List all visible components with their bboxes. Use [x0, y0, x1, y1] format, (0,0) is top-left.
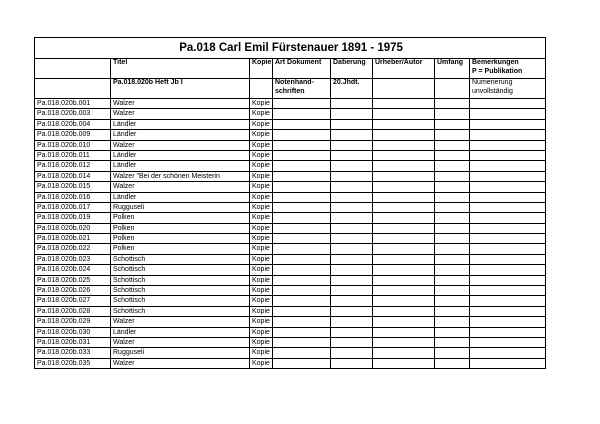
cell-urheber	[373, 234, 435, 244]
table-row	[35, 327, 546, 337]
table-row	[35, 254, 546, 264]
cell-art-dokument	[273, 265, 331, 275]
cell-signatur: Pa.018.020b.016	[35, 192, 111, 202]
cell-signatur: Pa.018.020b.012	[35, 161, 111, 171]
cell-umfang	[435, 202, 470, 212]
cell-art-dokument	[273, 171, 331, 181]
cell-titel: Walzer	[111, 317, 250, 327]
cell-titel: Ländler	[111, 192, 250, 202]
cell-datierung	[331, 327, 373, 337]
group-umfang	[435, 79, 470, 99]
cell-kopie: Kopie	[250, 223, 273, 233]
cell-datierung	[331, 286, 373, 296]
cell-art-dokument	[273, 348, 331, 358]
group-kopie	[250, 79, 273, 99]
group-datierung: 20.Jhdt.	[331, 79, 373, 99]
group-bemerkungen	[470, 79, 546, 99]
table-row	[35, 150, 546, 160]
cell-art-dokument	[273, 296, 331, 306]
cell-bemerkungen	[470, 275, 546, 285]
table-row	[35, 99, 546, 109]
cell-kopie: Kopie	[250, 254, 273, 264]
cell-umfang	[435, 244, 470, 254]
cell-titel: Rugguseli	[111, 202, 250, 212]
cell-datierung	[331, 348, 373, 358]
cell-kopie: Kopie	[250, 306, 273, 316]
cell-umfang	[435, 109, 470, 119]
table-row	[35, 358, 546, 368]
cell-umfang	[435, 192, 470, 202]
cell-art-dokument	[273, 254, 331, 264]
cell-umfang	[435, 348, 470, 358]
cell-bemerkungen	[470, 234, 546, 244]
cell-signatur: Pa.018.020b.015	[35, 182, 111, 192]
inventory-table	[34, 37, 546, 369]
cell-kopie: Kopie	[250, 358, 273, 368]
cell-umfang	[435, 265, 470, 275]
cell-urheber	[373, 244, 435, 254]
cell-urheber	[373, 348, 435, 358]
cell-bemerkungen	[470, 348, 546, 358]
cell-kopie: Kopie	[250, 109, 273, 119]
header-bemerkungen-line1: Bemerkungen	[472, 59, 519, 66]
cell-titel: Ländler	[111, 150, 250, 160]
cell-kopie: Kopie	[250, 192, 273, 202]
table-row	[35, 213, 546, 223]
cell-umfang	[435, 254, 470, 264]
cell-kopie: Kopie	[250, 296, 273, 306]
cell-urheber	[373, 202, 435, 212]
cell-kopie: Kopie	[250, 244, 273, 254]
table-row	[35, 348, 546, 358]
cell-bemerkungen	[470, 327, 546, 337]
cell-art-dokument	[273, 358, 331, 368]
cell-signatur: Pa.018.020b.001	[35, 99, 111, 109]
table-row	[35, 161, 546, 171]
cell-kopie: Kopie	[250, 130, 273, 140]
cell-signatur: Pa.018.020b.029	[35, 317, 111, 327]
cell-kopie: Kopie	[250, 150, 273, 160]
cell-umfang	[435, 234, 470, 244]
cell-titel: Ländler	[111, 119, 250, 129]
cell-signatur: Pa.018.020b.033	[35, 348, 111, 358]
header-row	[35, 59, 546, 79]
table-row	[35, 109, 546, 119]
cell-kopie: Kopie	[250, 161, 273, 171]
cell-signatur: Pa.018.020b.023	[35, 254, 111, 264]
cell-datierung	[331, 119, 373, 129]
cell-art-dokument	[273, 317, 331, 327]
cell-datierung	[331, 161, 373, 171]
cell-datierung	[331, 296, 373, 306]
cell-signatur: Pa.018.020b.027	[35, 296, 111, 306]
cell-art-dokument	[273, 150, 331, 160]
cell-umfang	[435, 296, 470, 306]
header-art-dokument: Art Dokument	[273, 59, 331, 79]
cell-art-dokument	[273, 119, 331, 129]
cell-datierung	[331, 244, 373, 254]
cell-umfang	[435, 130, 470, 140]
cell-bemerkungen	[470, 223, 546, 233]
cell-umfang	[435, 99, 470, 109]
table-row	[35, 265, 546, 275]
cell-art-dokument	[273, 327, 331, 337]
cell-urheber	[373, 213, 435, 223]
cell-signatur: Pa.018.020b.017	[35, 202, 111, 212]
cell-datierung	[331, 358, 373, 368]
cell-signatur: Pa.018.020b.031	[35, 337, 111, 347]
header-urheber: Urheber/Autor	[373, 59, 435, 79]
table-row	[35, 182, 546, 192]
table-row	[35, 202, 546, 212]
cell-titel: Rugguseli	[111, 348, 250, 358]
cell-datierung	[331, 213, 373, 223]
cell-kopie: Kopie	[250, 327, 273, 337]
cell-bemerkungen	[470, 109, 546, 119]
cell-datierung	[331, 275, 373, 285]
cell-titel: Walzer	[111, 99, 250, 109]
group-bemerkungen-line2: unvollständig	[472, 87, 513, 95]
cell-bemerkungen	[470, 296, 546, 306]
cell-bemerkungen	[470, 254, 546, 264]
table-row	[35, 286, 546, 296]
cell-bemerkungen	[470, 171, 546, 181]
cell-kopie: Kopie	[250, 119, 273, 129]
cell-art-dokument	[273, 202, 331, 212]
cell-signatur: Pa.018.020b.022	[35, 244, 111, 254]
cell-titel: Schottisch	[111, 254, 250, 264]
cell-bemerkungen	[470, 337, 546, 347]
header-bemerkungen-line2: P = Publikation	[472, 67, 523, 75]
cell-umfang	[435, 306, 470, 316]
cell-umfang	[435, 213, 470, 223]
cell-urheber	[373, 254, 435, 264]
cell-signatur: Pa.018.020b.025	[35, 275, 111, 285]
cell-kopie: Kopie	[250, 348, 273, 358]
cell-kopie: Kopie	[250, 182, 273, 192]
cell-titel: Polken	[111, 244, 250, 254]
cell-signatur: Pa.018.020b.009	[35, 130, 111, 140]
title-row	[35, 38, 546, 59]
cell-titel: Polken	[111, 223, 250, 233]
group-art-line2: schriften	[275, 87, 305, 95]
cell-signatur: Pa.018.020b.020	[35, 223, 111, 233]
cell-bemerkungen	[470, 202, 546, 212]
cell-art-dokument	[273, 99, 331, 109]
cell-titel: Walzer	[111, 140, 250, 150]
cell-umfang	[435, 327, 470, 337]
cell-art-dokument	[273, 140, 331, 150]
cell-umfang	[435, 286, 470, 296]
cell-datierung	[331, 182, 373, 192]
table-row	[35, 296, 546, 306]
cell-kopie: Kopie	[250, 265, 273, 275]
cell-bemerkungen	[470, 140, 546, 150]
table-row	[35, 275, 546, 285]
cell-umfang	[435, 275, 470, 285]
cell-signatur: Pa.018.020b.014	[35, 171, 111, 181]
cell-urheber	[373, 296, 435, 306]
cell-urheber	[373, 150, 435, 160]
cell-datierung	[331, 234, 373, 244]
cell-signatur: Pa.018.020b.030	[35, 327, 111, 337]
cell-datierung	[331, 254, 373, 264]
cell-urheber	[373, 327, 435, 337]
cell-umfang	[435, 161, 470, 171]
group-art-line1: Notenhand-	[275, 79, 314, 86]
header-titel: Titel	[111, 59, 250, 79]
cell-datierung	[331, 130, 373, 140]
cell-signatur: Pa.018.020b.026	[35, 286, 111, 296]
cell-kopie: Kopie	[250, 317, 273, 327]
header-umfang: Umfang	[435, 59, 470, 79]
cell-urheber	[373, 317, 435, 327]
cell-art-dokument	[273, 130, 331, 140]
cell-signatur: Pa.018.020b.003	[35, 109, 111, 119]
cell-urheber	[373, 109, 435, 119]
table-row	[35, 192, 546, 202]
table-row	[35, 234, 546, 244]
table-row	[35, 130, 546, 140]
cell-urheber	[373, 171, 435, 181]
cell-art-dokument	[273, 337, 331, 347]
cell-titel: Walzer	[111, 358, 250, 368]
cell-datierung	[331, 140, 373, 150]
cell-signatur: Pa.018.020b.024	[35, 265, 111, 275]
group-art-dokument	[273, 79, 331, 99]
header-kopie: Kopie	[250, 59, 273, 79]
cell-urheber	[373, 265, 435, 275]
cell-titel: Polken	[111, 213, 250, 223]
cell-bemerkungen	[470, 119, 546, 129]
cell-signatur: Pa.018.020b.028	[35, 306, 111, 316]
cell-signatur: Pa.018.020b.010	[35, 140, 111, 150]
cell-umfang	[435, 140, 470, 150]
cell-urheber	[373, 275, 435, 285]
cell-urheber	[373, 337, 435, 347]
cell-datierung	[331, 202, 373, 212]
cell-bemerkungen	[470, 265, 546, 275]
table-row	[35, 306, 546, 316]
cell-datierung	[331, 337, 373, 347]
table-row	[35, 119, 546, 129]
cell-umfang	[435, 119, 470, 129]
cell-signatur: Pa.018.020b.019	[35, 213, 111, 223]
cell-datierung	[331, 317, 373, 327]
cell-titel: Walzer "Bei der schönen Meisterin	[111, 171, 250, 181]
cell-kopie: Kopie	[250, 275, 273, 285]
cell-bemerkungen	[470, 286, 546, 296]
cell-art-dokument	[273, 286, 331, 296]
cell-urheber	[373, 182, 435, 192]
cell-kopie: Kopie	[250, 337, 273, 347]
cell-bemerkungen	[470, 244, 546, 254]
cell-titel: Walzer	[111, 337, 250, 347]
cell-datierung	[331, 306, 373, 316]
cell-bemerkungen	[470, 213, 546, 223]
cell-datierung	[331, 109, 373, 119]
cell-art-dokument	[273, 213, 331, 223]
cell-titel: Schottisch	[111, 296, 250, 306]
cell-bemerkungen	[470, 358, 546, 368]
table-row	[35, 140, 546, 150]
cell-kopie: Kopie	[250, 213, 273, 223]
cell-umfang	[435, 358, 470, 368]
cell-titel: Schottisch	[111, 265, 250, 275]
cell-titel: Walzer	[111, 182, 250, 192]
cell-bemerkungen	[470, 99, 546, 109]
cell-art-dokument	[273, 306, 331, 316]
cell-umfang	[435, 182, 470, 192]
cell-kopie: Kopie	[250, 234, 273, 244]
document-title: Pa.018 Carl Emil Fürstenauer 1891 - 1975	[35, 38, 546, 59]
cell-datierung	[331, 192, 373, 202]
header-bemerkungen	[470, 59, 546, 79]
cell-titel: Ländler	[111, 327, 250, 337]
group-row	[35, 79, 546, 99]
cell-titel: Schottisch	[111, 275, 250, 285]
table-row	[35, 244, 546, 254]
cell-urheber	[373, 358, 435, 368]
cell-titel: Ländler	[111, 161, 250, 171]
cell-urheber	[373, 223, 435, 233]
cell-urheber	[373, 130, 435, 140]
cell-art-dokument	[273, 182, 331, 192]
group-urheber	[373, 79, 435, 99]
cell-datierung	[331, 265, 373, 275]
cell-art-dokument	[273, 244, 331, 254]
cell-urheber	[373, 286, 435, 296]
cell-umfang	[435, 150, 470, 160]
group-title: Pa.018.020b Heft Jb I	[111, 79, 250, 99]
table-row	[35, 317, 546, 327]
cell-kopie: Kopie	[250, 99, 273, 109]
cell-urheber	[373, 192, 435, 202]
cell-urheber	[373, 99, 435, 109]
header-signatur	[35, 59, 111, 79]
cell-bemerkungen	[470, 150, 546, 160]
cell-art-dokument	[273, 192, 331, 202]
cell-art-dokument	[273, 109, 331, 119]
cell-signatur: Pa.018.020b.011	[35, 150, 111, 160]
cell-art-dokument	[273, 234, 331, 244]
cell-kopie: Kopie	[250, 286, 273, 296]
cell-signatur: Pa.018.020b.035	[35, 358, 111, 368]
cell-urheber	[373, 119, 435, 129]
cell-titel: Polken	[111, 234, 250, 244]
cell-bemerkungen	[470, 306, 546, 316]
cell-art-dokument	[273, 275, 331, 285]
cell-signatur: Pa.018.020b.004	[35, 119, 111, 129]
cell-bemerkungen	[470, 161, 546, 171]
cell-bemerkungen	[470, 317, 546, 327]
cell-datierung	[331, 150, 373, 160]
cell-art-dokument	[273, 161, 331, 171]
header-datierung: Datierung	[331, 59, 373, 79]
cell-datierung	[331, 171, 373, 181]
cell-titel: Ländler	[111, 130, 250, 140]
group-bemerkungen-line1: Numerierung	[472, 79, 513, 86]
table-row	[35, 223, 546, 233]
cell-titel: Walzer	[111, 109, 250, 119]
cell-urheber	[373, 161, 435, 171]
cell-kopie: Kopie	[250, 171, 273, 181]
cell-umfang	[435, 171, 470, 181]
cell-art-dokument	[273, 223, 331, 233]
cell-datierung	[331, 223, 373, 233]
cell-umfang	[435, 317, 470, 327]
cell-bemerkungen	[470, 130, 546, 140]
cell-titel: Schottisch	[111, 286, 250, 296]
table-row	[35, 337, 546, 347]
cell-umfang	[435, 337, 470, 347]
cell-urheber	[373, 306, 435, 316]
cell-titel: Schottisch	[111, 306, 250, 316]
table-row	[35, 171, 546, 181]
cell-bemerkungen	[470, 192, 546, 202]
cell-kopie: Kopie	[250, 202, 273, 212]
cell-umfang	[435, 223, 470, 233]
cell-signatur: Pa.018.020b.021	[35, 234, 111, 244]
cell-datierung	[331, 99, 373, 109]
cell-urheber	[373, 140, 435, 150]
group-signatur	[35, 79, 111, 99]
cell-bemerkungen	[470, 182, 546, 192]
cell-kopie: Kopie	[250, 140, 273, 150]
